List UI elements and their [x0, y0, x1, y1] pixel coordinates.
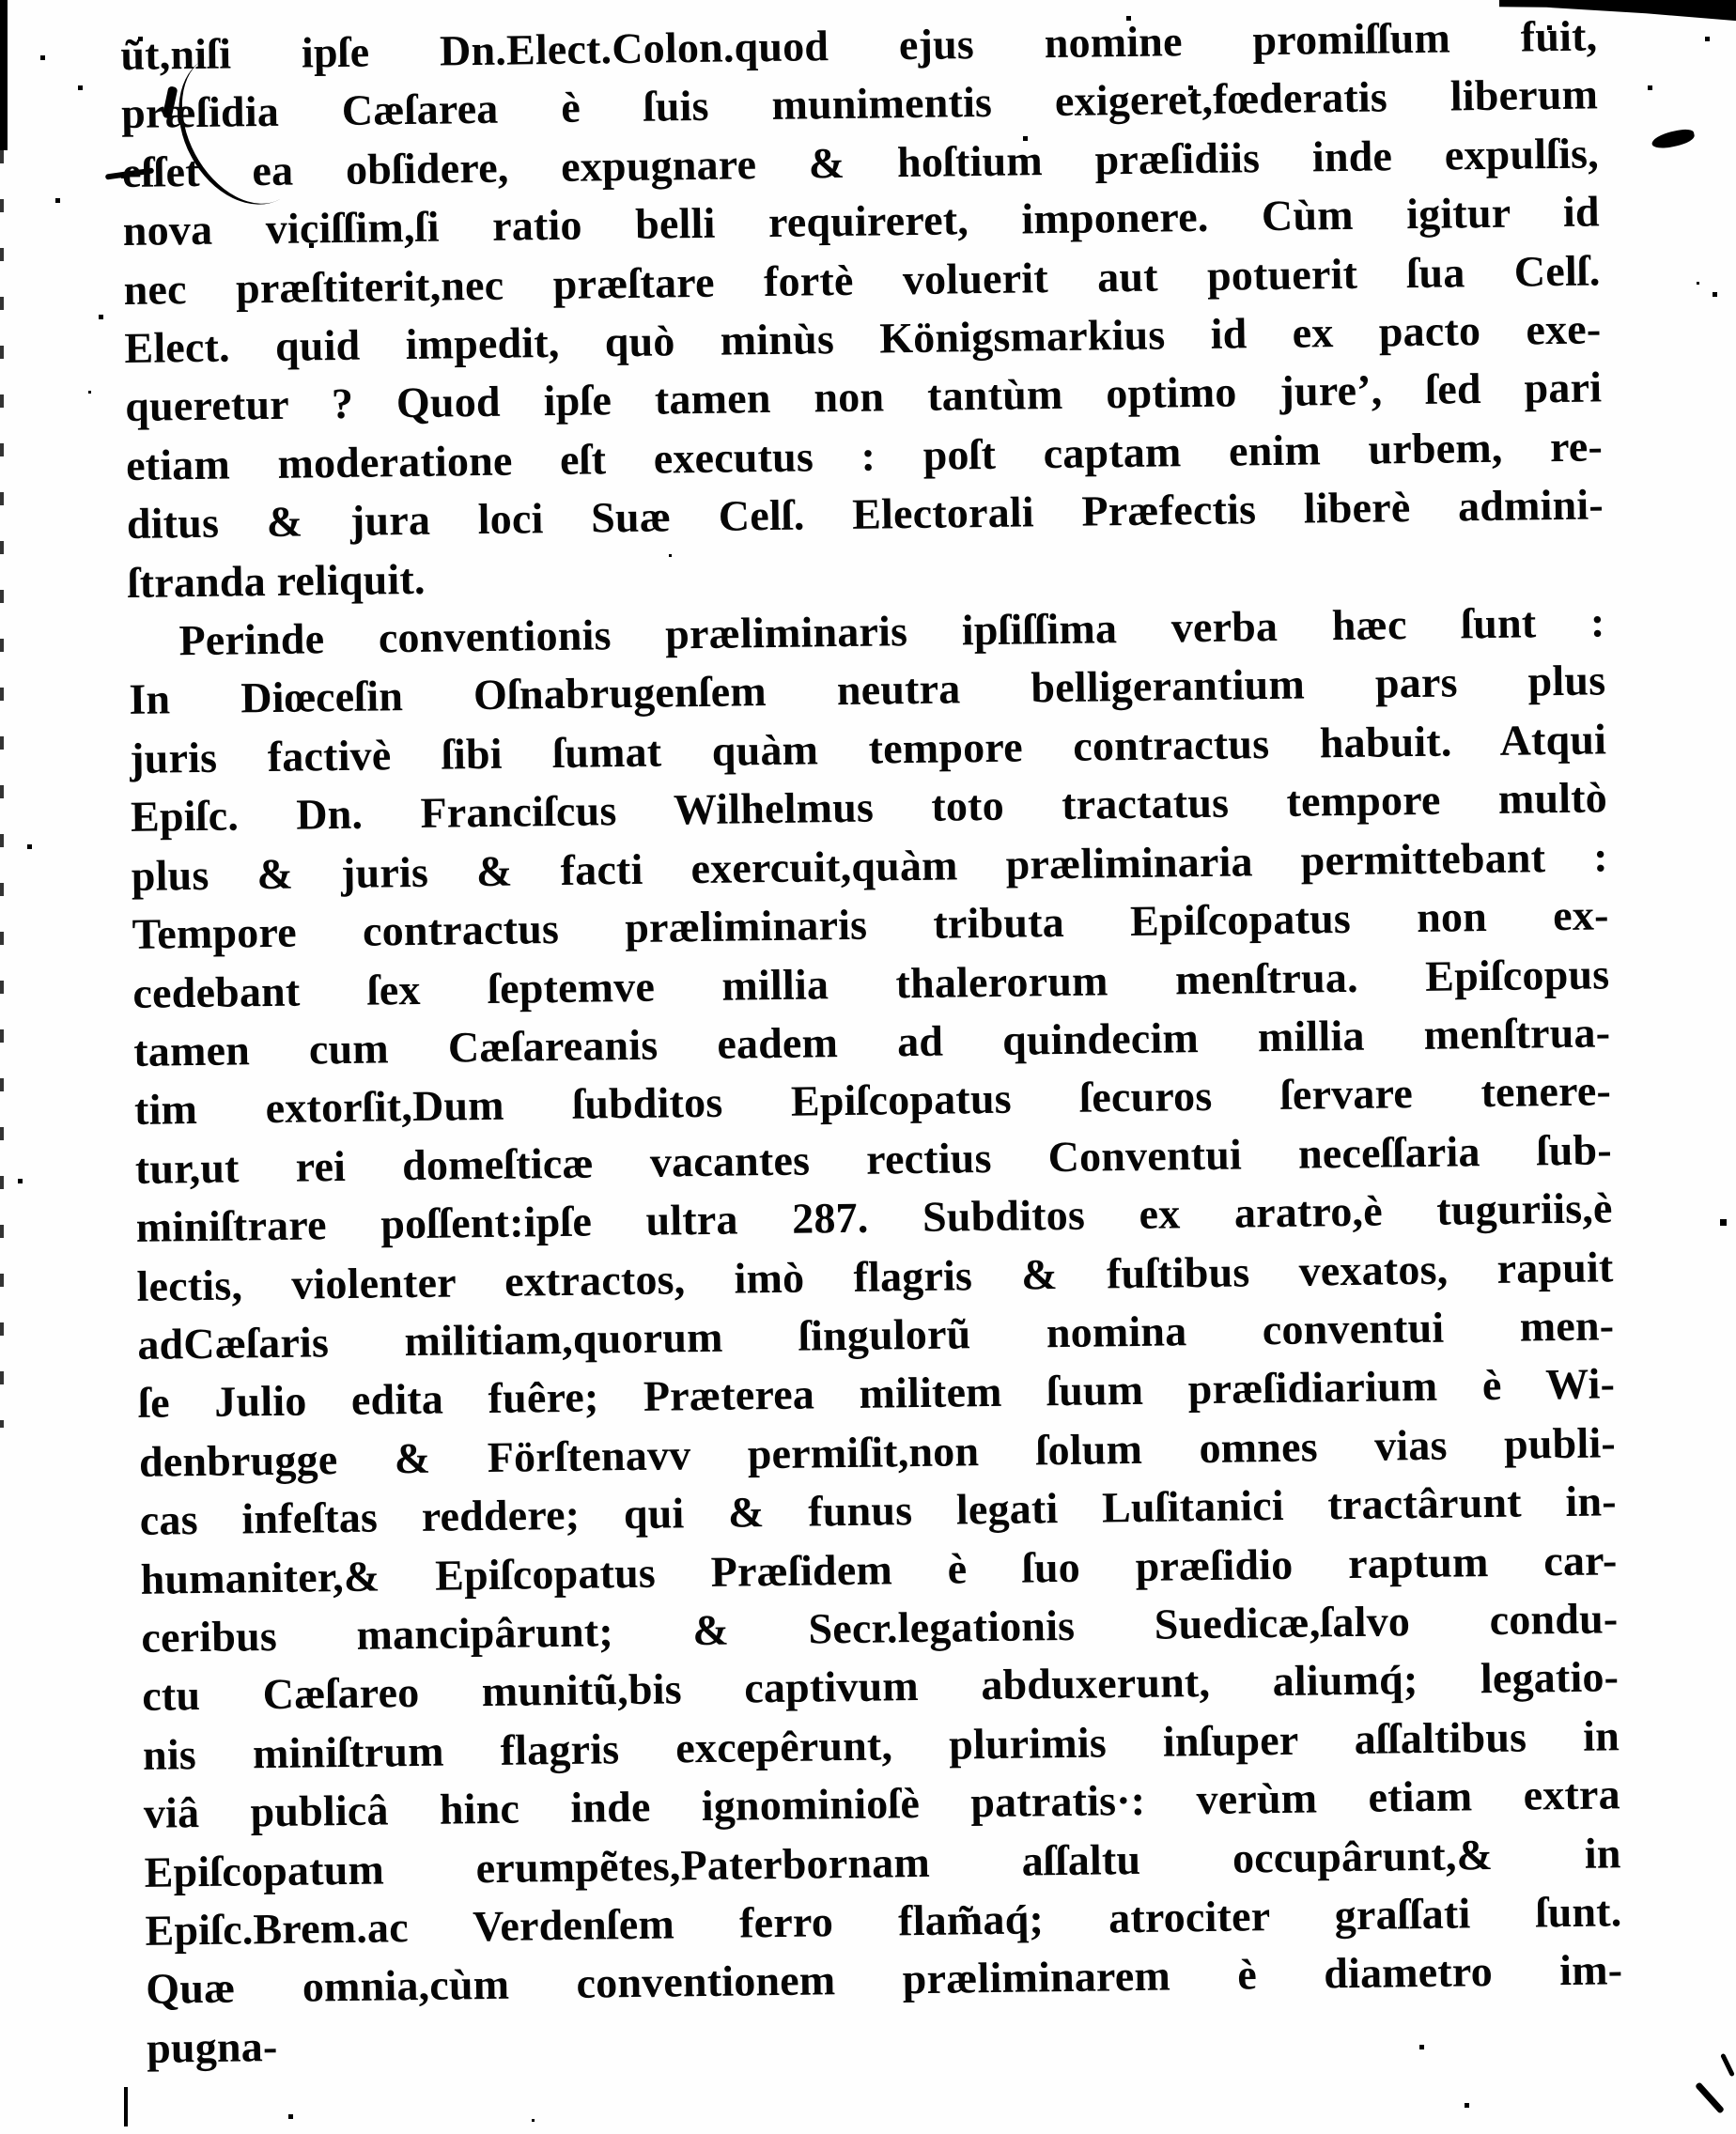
text-line: Tempore contractus præliminaris tributa Epiſcopatus non ex-	[132, 890, 1609, 959]
text-line: In Diœceſin Oſnabrugenſem neutra belligerantium pars plus	[129, 656, 1606, 724]
text-line: viâ publicâ hinc inde ignominioſè patratis·: verùm etiam extra	[143, 1770, 1621, 1838]
text-line: plus & juris & facti exercuit,quàm præliminaria permittebant :	[131, 832, 1609, 900]
text-line: cas infeſtas reddere; qui & funus legati Luſitanici tractârunt in-	[139, 1477, 1618, 1545]
text-line: Quæ omnia,cùm conventionem præliminarem è diametro im-	[146, 1945, 1623, 2014]
text-line: ũt,niſi ipſe Dn.Elect.Colon.quod ejus nomine promiſſum fuit,	[120, 11, 1598, 79]
scratch-mark	[1695, 2081, 1725, 2113]
text-line: cedebant ſex ſeptemve millia thalerorum menſtrua. Epiſcopus	[132, 949, 1610, 1017]
text-line: tur,ut rei domeſticæ vacantes rectius Conventui neceſſaria ſub-	[134, 1125, 1613, 1193]
text-line: Epiſc. Dn. Franciſcus Wilhelmus toto tractatus tempore multò	[130, 773, 1608, 842]
scan-noise-specks	[0, 0, 3, 3]
text-line: Perinde conventionis præliminaris ipſiſſima verba hæc ſunt :	[178, 597, 1605, 665]
ink-blot	[1651, 127, 1696, 150]
text-line: denbrugge & Förſtenavv permiſit,non ſolum omnes vias publi-	[138, 1418, 1617, 1486]
text-line: adCæſaris militiam,quorum ſingulorũ nomina conventui men-	[137, 1301, 1615, 1369]
text-line: Elect. quid impedit, quò minùs Königsmarkius id ex pacto exe-	[124, 304, 1602, 372]
text-line: ceribus mancipârunt; & Secr.legationis Suedicæ,ſalvo condu-	[141, 1594, 1619, 1662]
text-line: etiam moderatione eſt executus : poſt captam enim urbem, re-	[125, 422, 1604, 489]
text-line: Epiſc.Brem.ac Verdenſem ferro flam̃aq́; atrociter graſſati ſunt.	[145, 1887, 1622, 1955]
catchword: pugna-	[146, 2021, 278, 2072]
scan-edge-artifact	[0, 0, 8, 150]
text-block	[120, 7, 1623, 2078]
text-line: Epiſcopatum erumpẽtes,Paterbornam aſſaltu occupârunt,& in	[144, 1828, 1621, 1896]
text-line: humaniter,& Epiſcopatus Præſidem è ſuo præſidio raptum car-	[140, 1535, 1618, 1603]
text-line: tamen cum Cæſareanis eadem ad quindecim millia menſtrua-	[132, 1008, 1611, 1075]
text-line: lectis, violenter extractos, imò flagris & fuſtibus vexatos, rapuit	[136, 1242, 1614, 1310]
text-line: nec præſtiterit,nec præſtare fortè voluerit aut potuerit ſua Celſ.	[123, 246, 1601, 314]
text-line: ctu Cæſareo munitũ,bis captivum abduxerunt, aliumq́; legatio-	[141, 1652, 1620, 1721]
text-line: ſtranda reliquit.	[127, 554, 426, 607]
text-line: ſe Julio edita fuêre; Præterea militem ſuum præſidiarium è Wi-	[137, 1359, 1616, 1428]
ink-mark	[124, 2087, 128, 2126]
scratch-mark	[1720, 2053, 1735, 2078]
scan-edge-artifact	[0, 150, 4, 1428]
text-line: præſidia Cæſarea è ſuis munimentis exigeret,fœderatis liberum	[120, 70, 1599, 138]
text-line: queretur ? Quod ipſe tamen non tantùm optimo jure’, ſed pari	[124, 363, 1603, 431]
text-line: ditus & jura loci Suæ Celſ. Electorali Præfectis liberè admini-	[126, 480, 1604, 549]
text-line: eſſet ea obſidere, expugnare & hoſtium præſidiis inde expulſis,	[121, 129, 1600, 196]
text-line: nova viciſſim,ſi ratio belli requireret, imponere. Cùm igitur id	[122, 187, 1601, 255]
text-line: nis miniſtrum flagris excepêrunt, plurimis inſuper aſſaltibus in	[142, 1711, 1620, 1779]
text-line: juris factivè ſibi ſumat quàm tempore contractus habuit. Atqui	[129, 715, 1607, 782]
text-line: miniſtrare poſſent:ipſe ultra 287. Subditos ex aratro,è tuguriis,è	[135, 1183, 1613, 1252]
text-line: tim extorſit,Dum ſubditos Epiſcopatus ſecuros ſervare tenere-	[133, 1066, 1612, 1135]
